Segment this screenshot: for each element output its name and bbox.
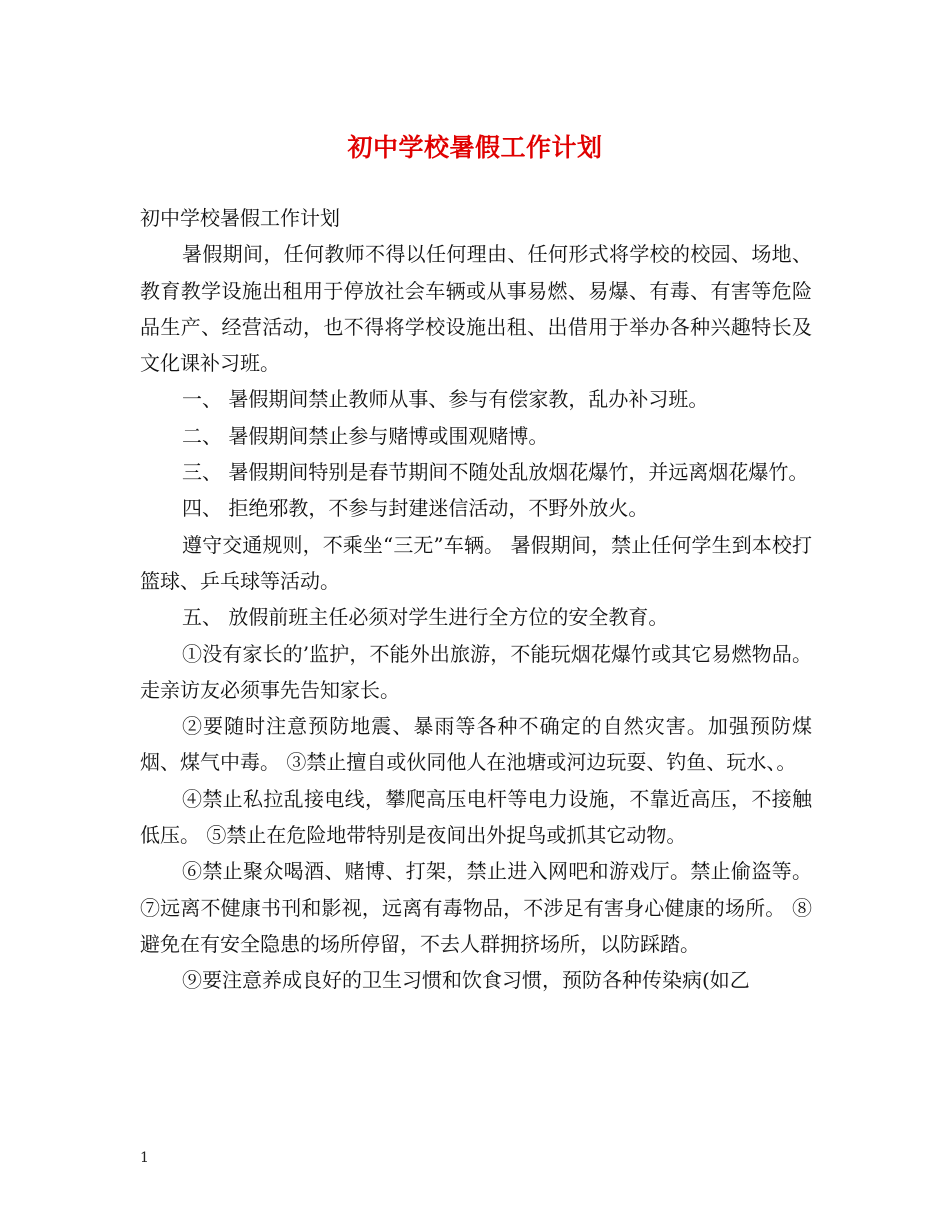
page-number: 1: [140, 1150, 149, 1166]
paragraph: 暑假期间，任何教师不得以任何理由、任何形式将学校的校园、场地、教育教学设施出租用于停放社会车辆或从事易燃、易爆、有毒、有害等危险品生产、经营活动，也不得将学校设施出租、出借用于举办各种兴趣特长及文化课补习班。: [140, 242, 812, 376]
paragraph: 四、 拒绝邪教，不参与封建迷信活动，不野外放火。: [182, 496, 649, 521]
paragraph: 三、 暑假期间特别是春节期间不随处乱放烟花爆竹，并远离烟花爆竹。: [182, 460, 809, 485]
document-body: [140, 200, 812, 999]
paragraph: ⑨要注意养成良好的卫生习惯和饮食习惯，预防各种传染病(如乙: [182, 968, 750, 993]
paragraph: ①没有家长的’监护，不能外出旅游，不能玩烟花爆竹或其它易燃物品。走亲访友必须事先告知家长。: [140, 641, 812, 702]
paragraph: 一、 暑假期间禁止教师从事、参与有偿家教，乱办补习班。: [182, 387, 709, 412]
paragraph-heading: 初中学校暑假工作计划: [140, 206, 340, 230]
paragraph: 二、 暑假期间禁止参与赌博或围观赌博。: [182, 423, 549, 448]
document-title: 初中学校暑假工作计划: [347, 133, 603, 162]
paragraph: ④禁止私拉乱接电线，攀爬高压电杆等电力设施，不靠近高压，不接触低压。 ⑤禁止在危险地带特别是夜间出外捉鸟或抓其它动物。: [140, 786, 812, 848]
paragraph: ②要随时注意预防地震、暴雨等各种不确定的自然灾害。加强预防煤烟、煤气中毒。 ③禁止擅自或伙同他人在池塘或河边玩耍、钓鱼、玩水、。: [140, 714, 812, 775]
paragraph: 五、 放假前班主任必须对学生进行全方位的安全教育。: [182, 605, 669, 630]
paragraph: 遵守交通规则，不乘坐“三无”车辆。 暑假期间，禁止任何学生到本校打篮球、乒乓球等活动。: [140, 532, 812, 593]
paragraph: ⑥禁止聚众喝酒、赌博、打架，禁止进入网吧和游戏厅。禁止偷盗等。 ⑦远离不健康书刊和影视，远离有毒物品，不涉足有害身心健康的场所。 ⑧避免在有安全隐患的场所停留，不去人群拥挤场所，以防踩踏。: [140, 859, 812, 956]
